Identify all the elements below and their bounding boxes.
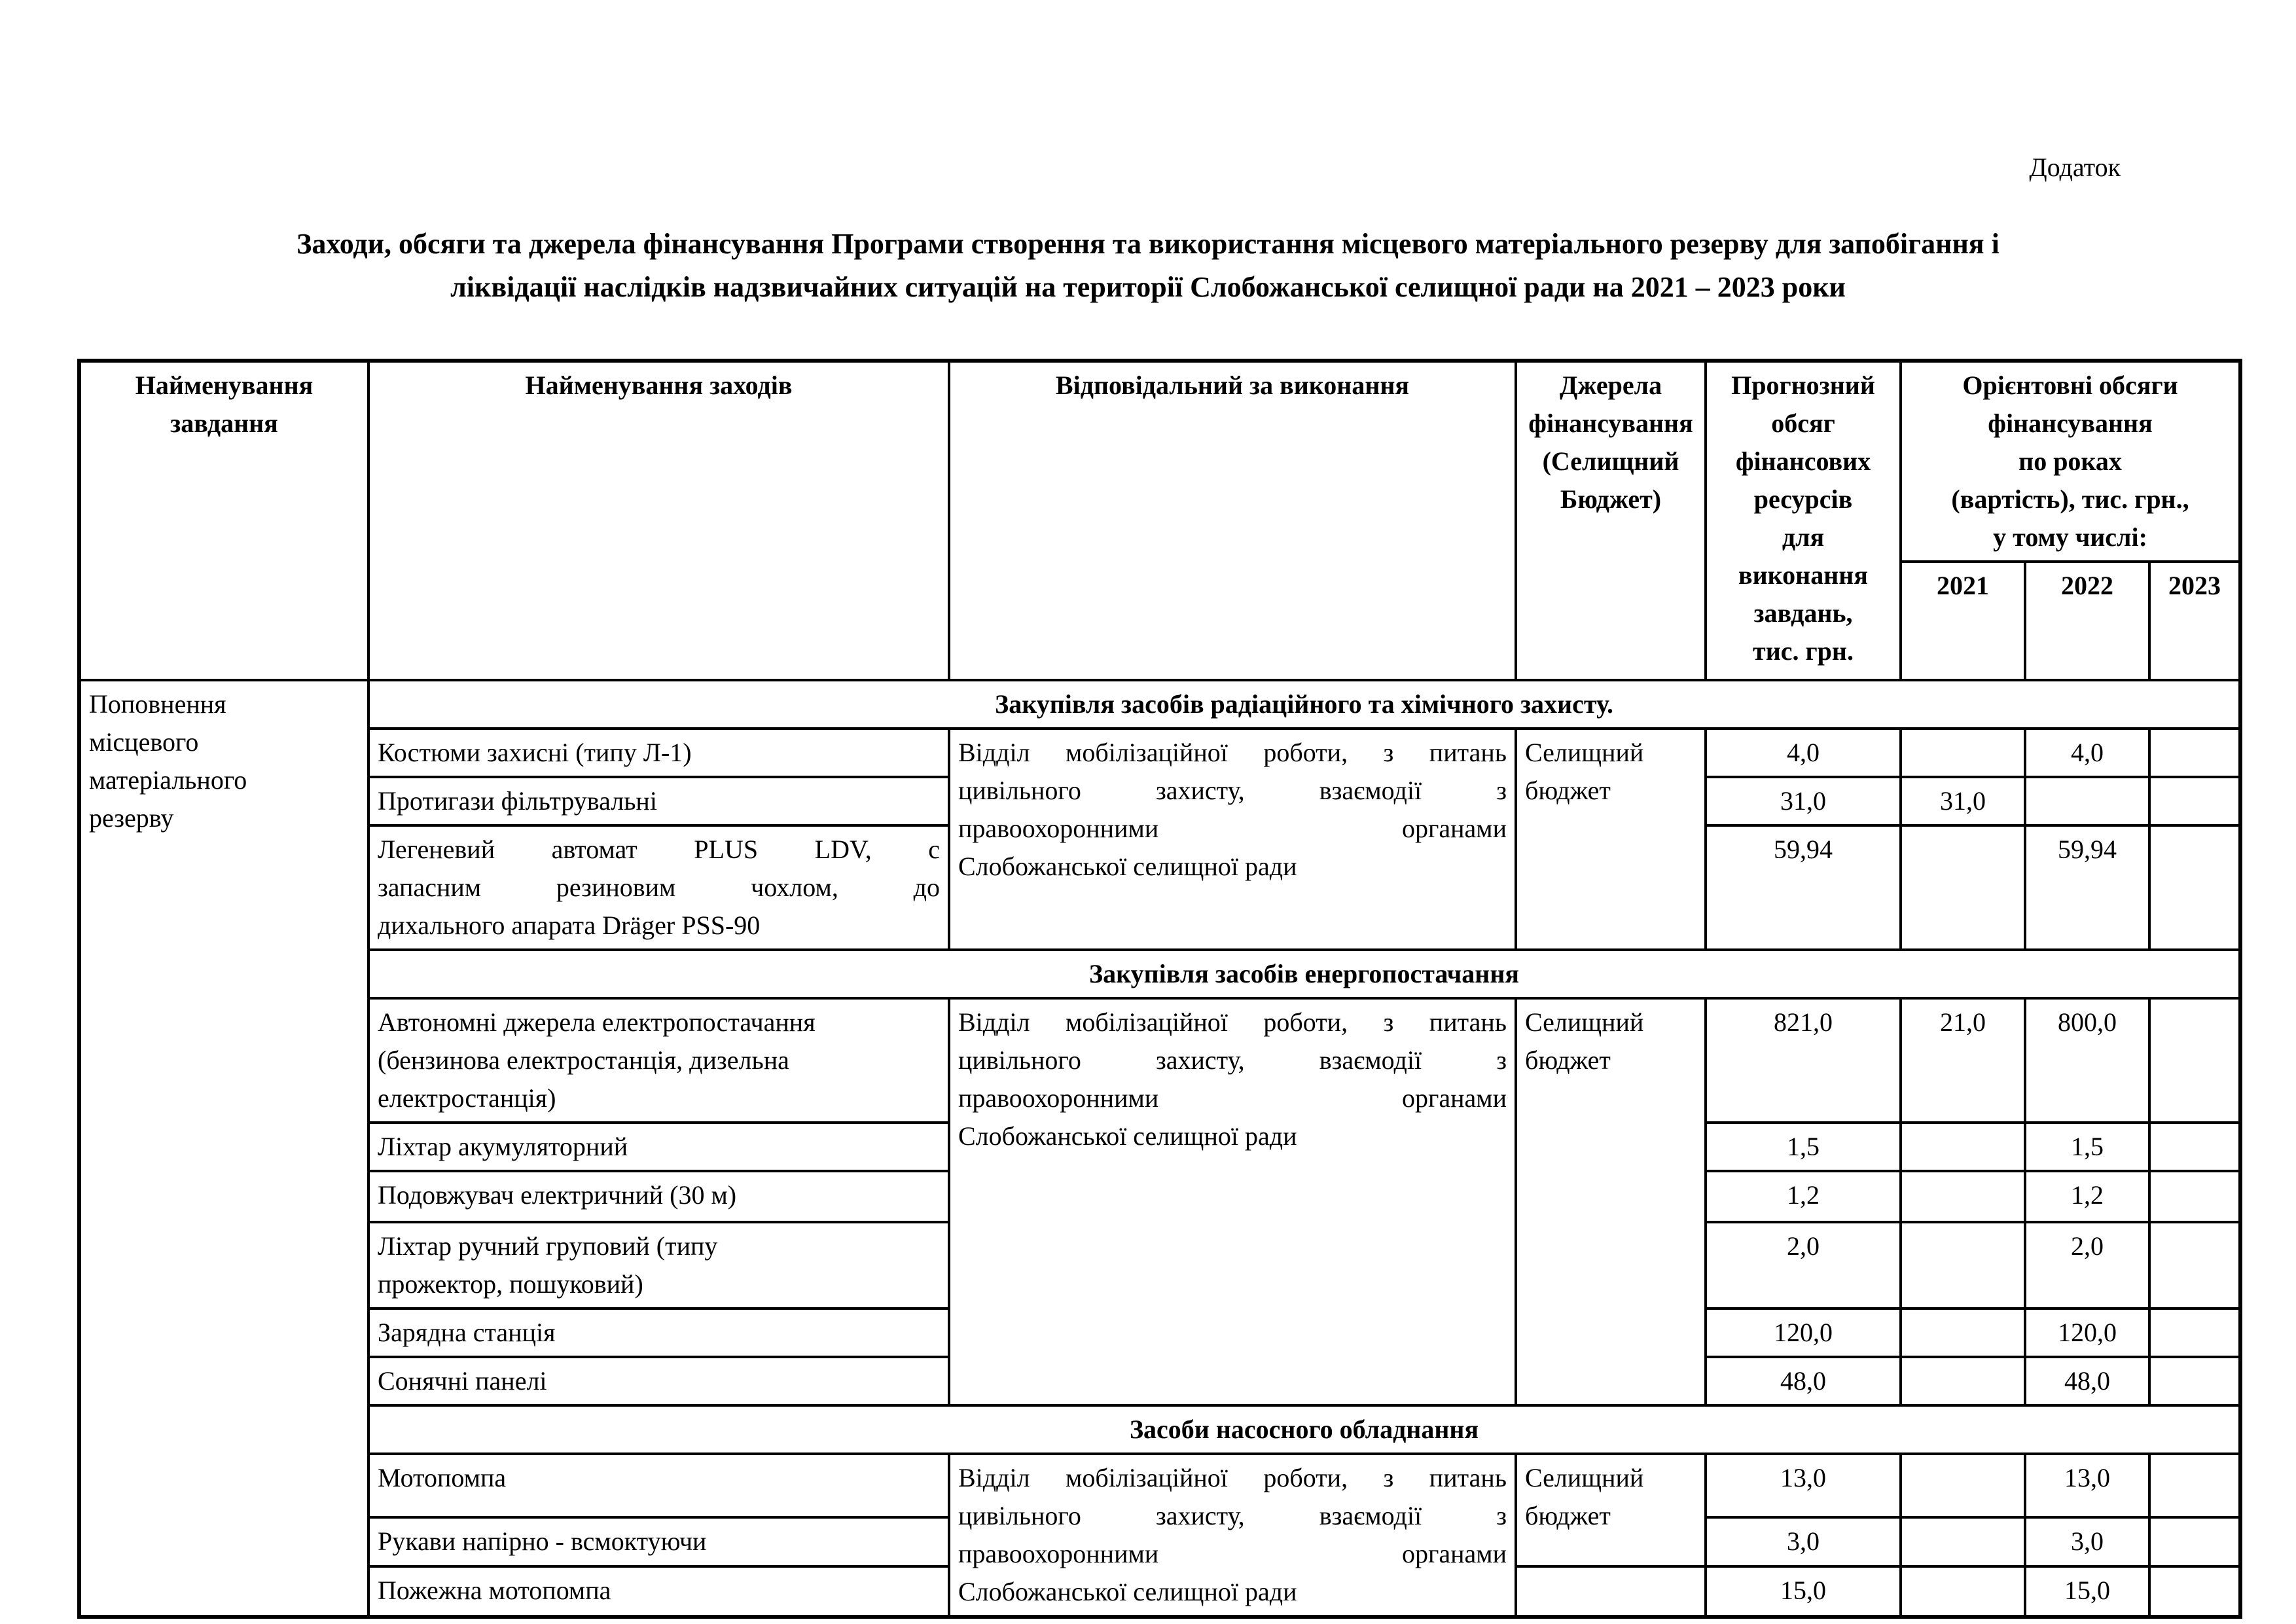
year-2023-cell [2149, 1123, 2240, 1171]
responsible-cell: Відділ мобілізаційної роботи, з питань цивільного захисту, взаємодії з правоохоронними органами Слобожанської селищної ради [949, 998, 1516, 1405]
responsible-cell: Відділ мобілізаційної роботи, з питань цивільного захисту, взаємодії з правоохоронними органами Слобожанської селищної ради [949, 729, 1516, 950]
year-2022-cell: 15,0 [2025, 1566, 2149, 1617]
total-cell: 15,0 [1706, 1566, 1901, 1617]
year-2022-cell: 4,0 [2025, 729, 2149, 777]
header-yearly-amounts: Орієнтовні обсяги фінансування по роках (вартість), тис. грн., у тому числі: [1901, 361, 2240, 562]
header-funding-source: Джерела фінансування (Селищний Бюджет) [1516, 361, 1706, 680]
funding-cell-empty [1516, 1566, 1706, 1617]
measure-cell: Сонячні панелі [368, 1357, 949, 1405]
year-2021-cell [1901, 1222, 2025, 1308]
total-cell: 2,0 [1706, 1222, 1901, 1308]
measure-cell: Костюми захисні (типу Л-1) [368, 729, 949, 777]
header-year-2021: 2021 [1901, 562, 2025, 680]
total-cell: 120,0 [1706, 1308, 1901, 1357]
year-2021-cell [1901, 1357, 2025, 1405]
responsible-cell: Відділ мобілізаційної роботи, з питань цивільного захисту, взаємодії з правоохоронними органами Слобожанської селищної ради [949, 1454, 1516, 1617]
header-year-2022: 2022 [2025, 562, 2149, 680]
measure-cell: Подовжувач електричний (30 м) [368, 1171, 949, 1222]
year-2021-cell [1901, 1308, 2025, 1357]
year-2021-cell [1901, 729, 2025, 777]
year-2023-cell [2149, 1566, 2240, 1617]
section-header-row [79, 950, 2240, 998]
total-cell: 59,94 [1706, 825, 1901, 950]
total-cell: 1,2 [1706, 1171, 1901, 1222]
header-task: Найменування завдання [79, 361, 368, 680]
measure-cell: Рукави напірно - всмоктуючи [368, 1517, 949, 1567]
year-2021-cell [1901, 1123, 2025, 1171]
measure-cell: Ліхтар ручний груповий (типу прожектор, пошуковий) [368, 1222, 949, 1308]
year-2022-cell: 3,0 [2025, 1517, 2149, 1567]
year-2021-cell [1901, 1171, 2025, 1222]
program-measures-table [77, 359, 2242, 1619]
annex-label: Додаток [2029, 153, 2121, 182]
year-2022-cell: 48,0 [2025, 1357, 2149, 1405]
total-cell: 821,0 [1706, 998, 1901, 1123]
header-forecast-total: Прогнозний обсяг фінансових ресурсів для виконання завдань, тис. грн. [1706, 361, 1901, 680]
year-2022-cell: 1,2 [2025, 1171, 2149, 1222]
year-2021-cell: 21,0 [1901, 998, 2025, 1123]
header-year-2023: 2023 [2149, 562, 2240, 680]
year-2023-cell [2149, 1171, 2240, 1222]
year-2021-cell: 31,0 [1901, 777, 2025, 825]
year-2023-cell [2149, 1222, 2240, 1308]
measure-cell: Автономні джерела електропостачання (бензинова електростанція, дизельна електростанція) [368, 998, 949, 1123]
total-cell: 3,0 [1706, 1517, 1901, 1567]
funding-cell: Селищний бюджет [1516, 998, 1706, 1405]
year-2022-cell [2025, 777, 2149, 825]
total-cell: 1,5 [1706, 1123, 1901, 1171]
table-row [79, 1454, 2240, 1517]
section-title: Закупівля засобів енергопостачання [368, 950, 2240, 998]
funding-cell: Селищний бюджет [1516, 729, 1706, 950]
year-2023-cell [2149, 1517, 2240, 1567]
total-cell: 4,0 [1706, 729, 1901, 777]
year-2023-cell [2149, 729, 2240, 777]
table-row [79, 998, 2240, 1123]
section-header-row [79, 680, 2240, 729]
header-responsible: Відповідальний за виконання [949, 361, 1516, 680]
measure-cell: Ліхтар акумуляторний [368, 1123, 949, 1171]
year-2023-cell [2149, 1308, 2240, 1357]
header-measures: Найменування заходів [368, 361, 949, 680]
total-cell: 31,0 [1706, 777, 1901, 825]
year-2021-cell [1901, 825, 2025, 950]
year-2022-cell: 800,0 [2025, 998, 2149, 1123]
document-title: Заходи, обсяги та джерела фінансування Програми створення та використання місцевого матеріального резерву для запобігання і ліквідації наслідків надзвичайних ситуацій на території Слобожанської селищної ради на 2021 – 2023 роки [296, 228, 2000, 303]
section-title: Засоби насосного обладнання [368, 1405, 2240, 1454]
section-header-row [79, 1405, 2240, 1454]
section-title: Закупівля засобів радіаційного та хімічного захисту. [368, 680, 2240, 729]
year-2023-cell [2149, 998, 2240, 1123]
table-row [79, 729, 2240, 777]
year-2023-cell [2149, 825, 2240, 950]
year-2022-cell: 59,94 [2025, 825, 2149, 950]
measure-cell: Протигази фільтрувальні [368, 777, 949, 825]
year-2022-cell: 2,0 [2025, 1222, 2149, 1308]
measure-cell: Пожежна мотопомпа [368, 1566, 949, 1617]
year-2021-cell [1901, 1454, 2025, 1517]
year-2021-cell [1901, 1566, 2025, 1617]
year-2022-cell: 120,0 [2025, 1308, 2149, 1357]
year-2023-cell [2149, 1454, 2240, 1517]
funding-cell: Селищний бюджет [1516, 1454, 1706, 1566]
year-2023-cell [2149, 1357, 2240, 1405]
measure-cell: Зарядна станція [368, 1308, 949, 1357]
total-cell: 48,0 [1706, 1357, 1901, 1405]
year-2022-cell: 13,0 [2025, 1454, 2149, 1517]
measure-cell: Легеневий автомат PLUS LDV, с запасним резиновим чохлом, до дихального апарата Dräger PSS-90 [368, 825, 949, 950]
year-2022-cell: 1,5 [2025, 1123, 2149, 1171]
table-header-row [79, 361, 2240, 562]
total-cell: 13,0 [1706, 1454, 1901, 1517]
year-2021-cell [1901, 1517, 2025, 1567]
measure-cell: Мотопомпа [368, 1454, 949, 1517]
task-cell: Поповнення місцевого матеріального резерву [79, 680, 368, 1617]
year-2023-cell [2149, 777, 2240, 825]
